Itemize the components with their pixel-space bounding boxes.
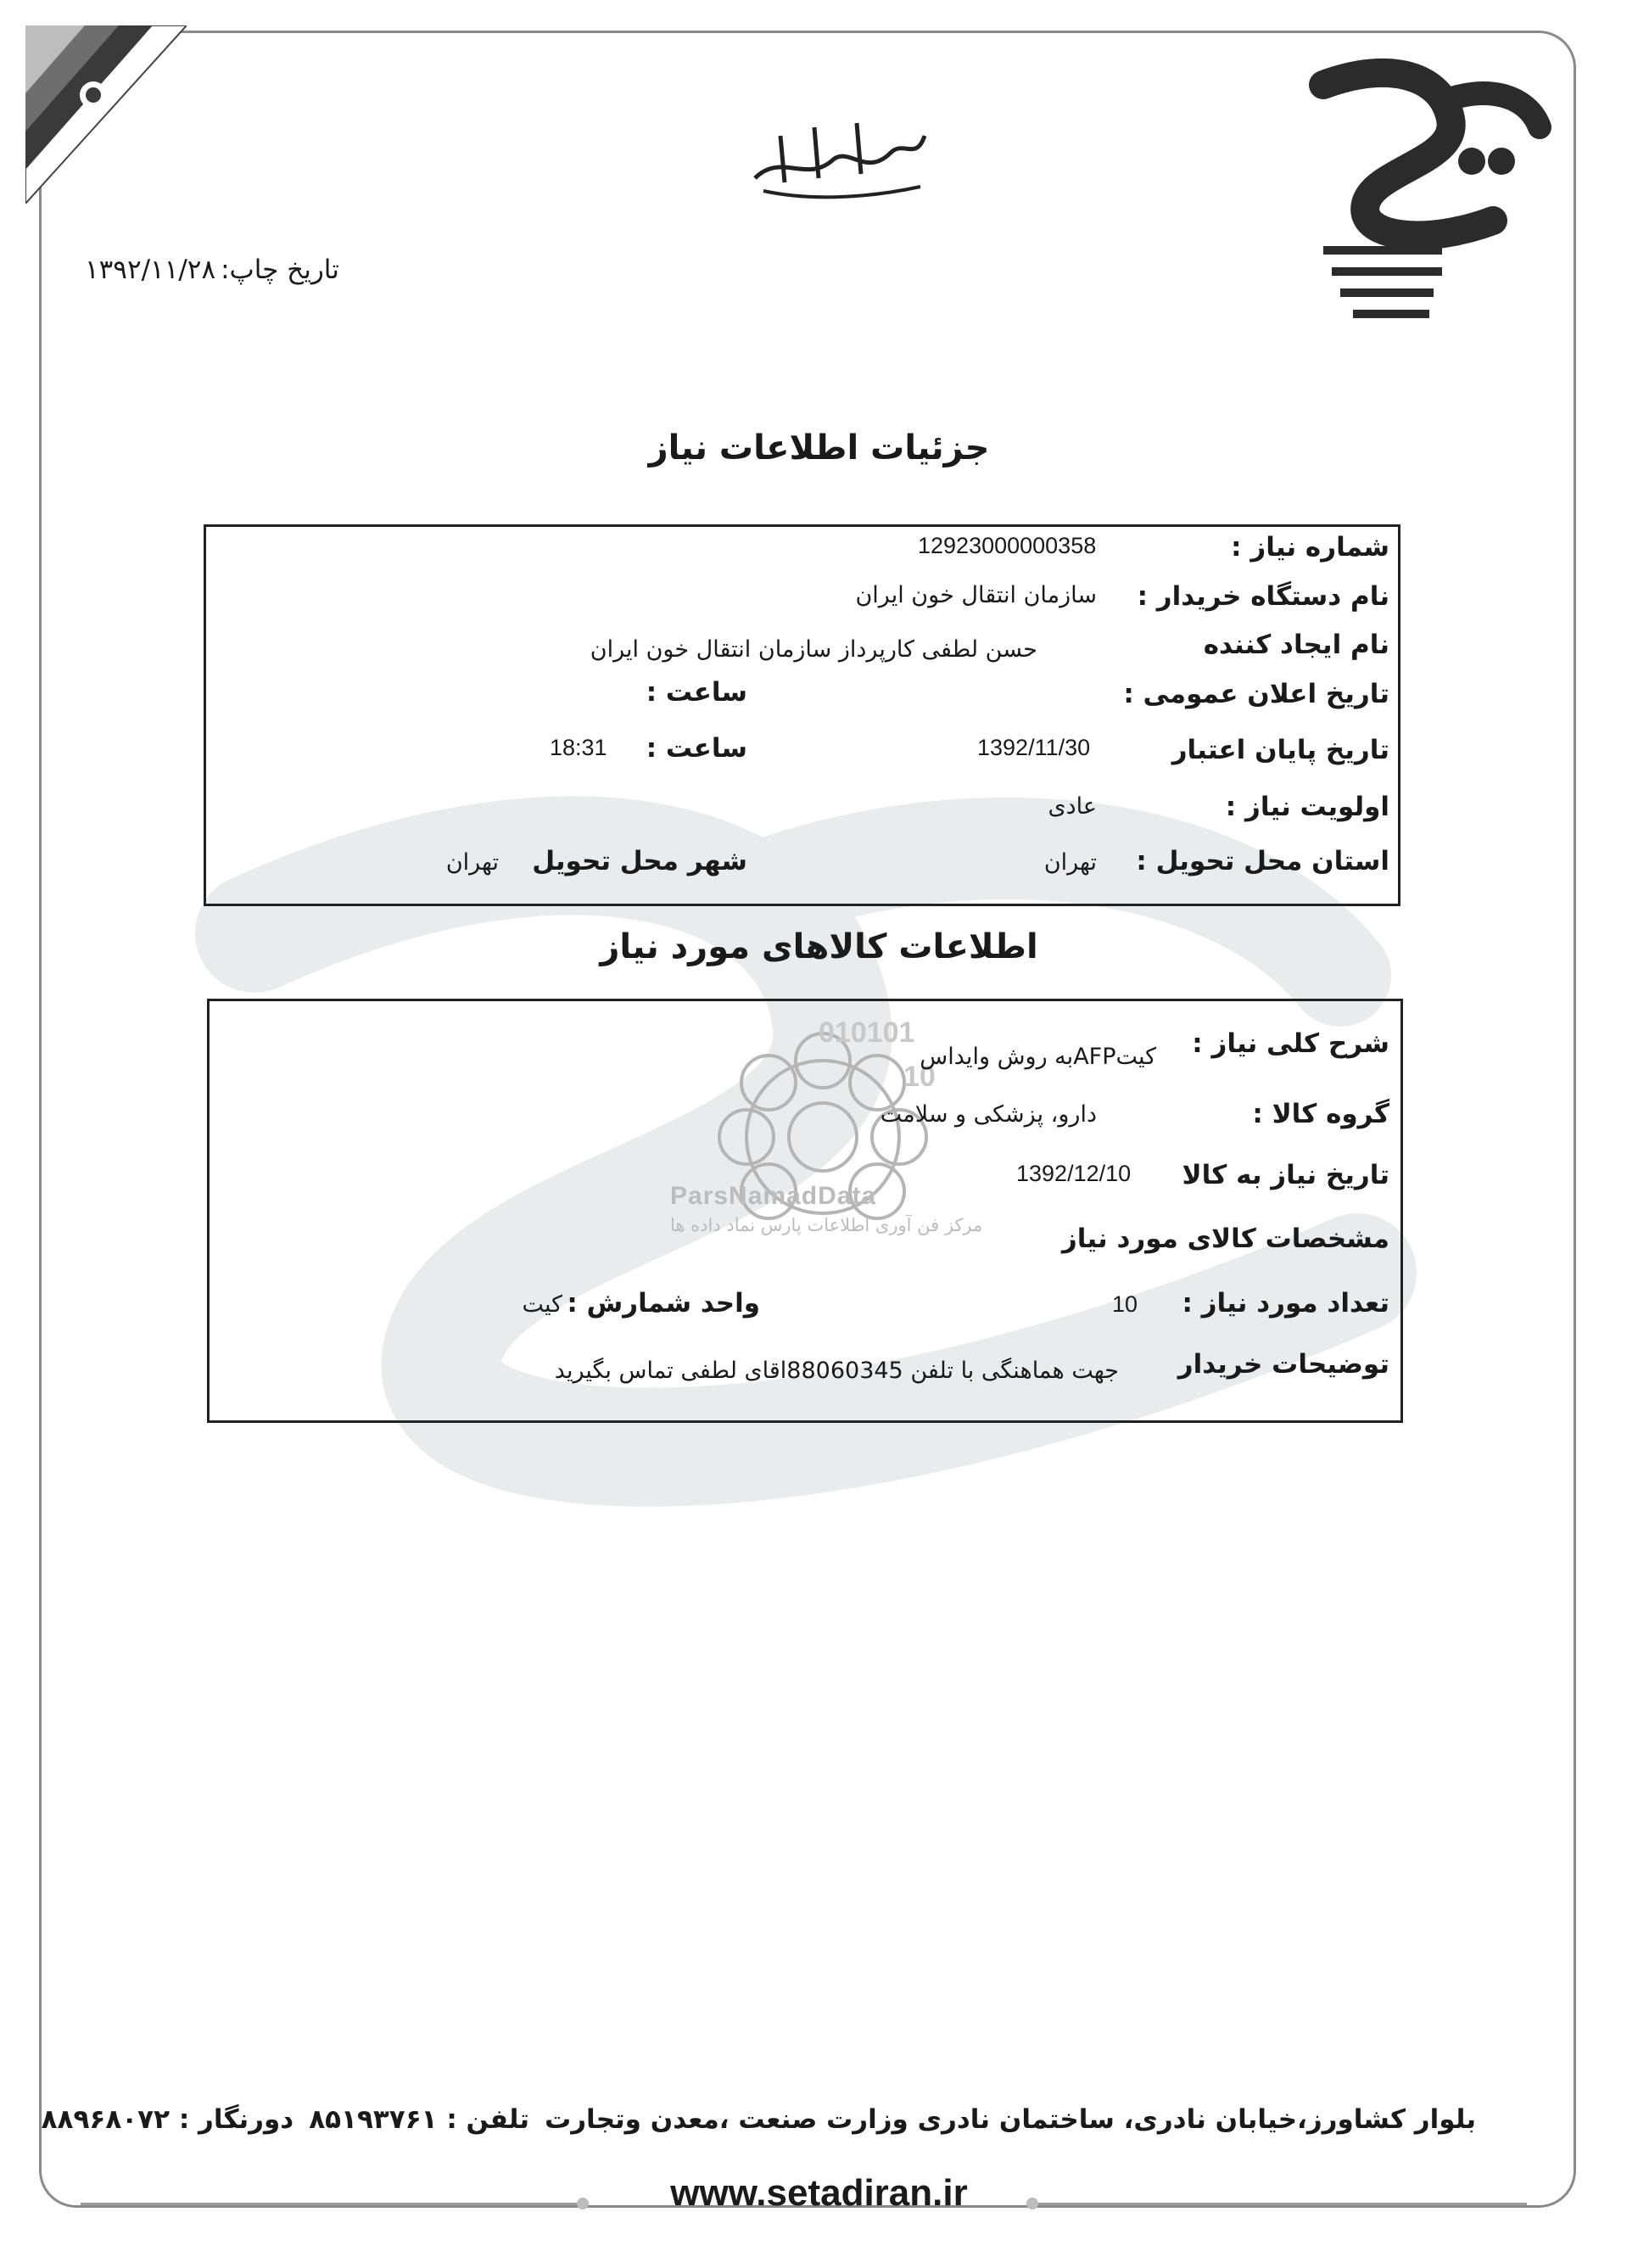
quantity-value: 10	[1112, 1291, 1138, 1317]
quantity-label: تعداد مورد نیاز :	[1182, 1288, 1389, 1319]
goods-group-label: گروه کالا :	[1252, 1099, 1389, 1129]
priority-label: اولویت نیاز :	[1225, 792, 1389, 822]
stamp-subtitle: مرکز فن آوری اطلاعات پارس نماد داده ها	[670, 1215, 983, 1235]
announce-time-label: ساعت :	[646, 677, 747, 708]
need-date-value: 1392/12/10	[1016, 1161, 1132, 1186]
unit-label: واحد شمارش :	[567, 1288, 760, 1319]
buyer-notes-value: جهت هماهنگی با تلفن 88060345اقای لطفی تماس بگیرید	[554, 1358, 1119, 1384]
creator-value: حسن لطفی کارپرداز سازمان انتقال خون ایران	[590, 636, 1037, 663]
delivery-city-label: شهر محل تحویل	[532, 846, 747, 876]
announce-date-label: تاریخ اعلان عمومی :	[1123, 679, 1389, 709]
stamp-code-bottom: 10	[903, 1061, 936, 1093]
goods-group-value: دارو، پزشکی و سلامت	[880, 1101, 1097, 1128]
delivery-city-value: تهران	[445, 849, 499, 876]
bismillah-calligraphy	[746, 102, 933, 204]
footer-address	[41, 2104, 1476, 2135]
expiry-date-value: 1392/11/30	[977, 735, 1091, 760]
buyer-value: سازمان انتقال خون ایران	[855, 582, 1097, 608]
buyer-notes-label: توضیحات خریدار	[1177, 1349, 1389, 1380]
goods-info-title: اطلاعات کالاهای مورد نیاز	[600, 927, 1038, 966]
description-label: شرح کلی نیاز :	[1192, 1028, 1389, 1059]
emblem-flag-icon	[25, 25, 187, 204]
address-text: بلوار کشاورز،خیابان نادری، ساختمان نادری وزارت صنعت ،معدن وتجارت	[545, 2104, 1476, 2135]
setad-logo-icon	[1272, 51, 1552, 331]
expiry-time-label: ساعت :	[646, 733, 747, 764]
website-link[interactable]: www.setadiran.ir	[670, 2172, 968, 2214]
stamp-code-top: 010101	[819, 1016, 915, 1049]
need-number-value: 12923000000358	[918, 533, 1097, 558]
need-number-label: شماره نیاز :	[1231, 532, 1389, 563]
unit-value: کیت	[522, 1291, 562, 1318]
expiry-time-value: 18:31	[550, 735, 607, 760]
delivery-province-label: استان محل تحویل :	[1136, 846, 1389, 876]
delivery-province-value: تهران	[1043, 849, 1097, 876]
fax-value: ۸۸۹۶۸۰۷۲	[41, 2104, 171, 2135]
creator-label: نام ایجاد کننده	[1203, 630, 1389, 660]
need-details-title: جزئیات اطلاعات نیاز	[648, 428, 990, 468]
phone-label: تلفن :	[446, 2104, 530, 2135]
buyer-label: نام دستگاه خریدار :	[1137, 581, 1389, 612]
stamp-brand: ParsNamadData	[670, 1182, 877, 1210]
fax-label: دورنگار :	[178, 2104, 294, 2135]
print-date-label: تاریخ چاپ:	[221, 255, 339, 285]
print-date-value: ۱۳۹۲/۱۱/۲۸	[85, 255, 216, 285]
description-value: کیتAFPبه روش وایداس	[920, 1044, 1156, 1070]
specs-label: مشخصات کالای مورد نیاز	[1061, 1224, 1389, 1254]
phone-value: ۸۵۱۹۳۷۶۱	[309, 2104, 438, 2135]
expiry-date-label: تاریخ پایان اعتبار	[1171, 735, 1389, 765]
print-date	[85, 255, 339, 285]
priority-value: عادی	[1048, 793, 1097, 820]
need-date-label: تاریخ نیاز به کالا	[1182, 1160, 1389, 1190]
